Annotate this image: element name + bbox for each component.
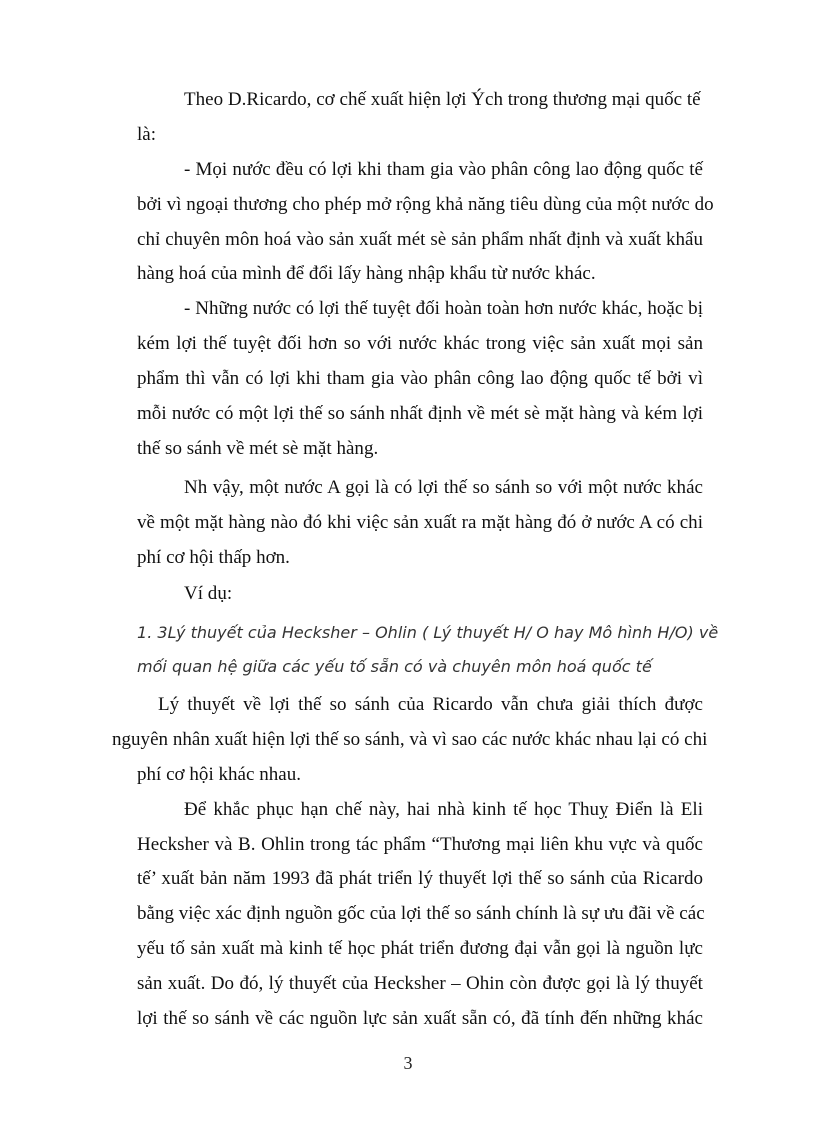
text-line: sản xuất. Do đó, lý thuyết của Hecksher – Ohin còn được gọi là lý thuyết bbox=[137, 973, 703, 994]
text-line: Lý thuyết về lợi thế so sánh của Ricardo vẫn chưa giải thích được bbox=[158, 694, 703, 715]
text-line: chỉ chuyên môn hoá vào sản xuất mét sè sản phẩm nhất định và xuất khẩu bbox=[137, 229, 703, 250]
text-line: - Mọi nước đều có lợi khi tham gia vào phân công lao động quốc tế bbox=[184, 159, 703, 180]
text-line: lợi thế so sánh về các nguồn lực sản xuất sẵn có, đã tính đến những khác bbox=[137, 1008, 703, 1029]
text-line: Nh vậy, một nước A gọi là có lợi thế so sánh so với một nước khác bbox=[184, 477, 703, 498]
text-line: phí cơ hội thấp hơn. bbox=[137, 547, 290, 568]
section-heading: mối quan hệ giữa các yếu tố sẵn có và chuyên môn hoá quốc tế bbox=[137, 657, 652, 676]
text-line: - Những nước có lợi thế tuyệt đối hoàn toàn hơn nước khác, hoặc bị bbox=[184, 298, 703, 319]
text-line: Theo D.Ricardo, cơ chế xuất hiện lợi Ých trong thương mại quốc tế bbox=[184, 89, 701, 110]
text-line: phẩm thì vẫn có lợi khi tham gia vào phân công lao động quốc tế bởi vì bbox=[137, 368, 703, 389]
text-line: kém lợi thế tuyệt đối hơn so với nước khác trong việc sản xuất mọi sản bbox=[137, 333, 703, 354]
text-line: là: bbox=[137, 124, 157, 145]
text-line: phí cơ hội khác nhau. bbox=[137, 764, 302, 785]
text-line: Hecksher và B. Ohlin trong tác phẩm “Thương mại liên khu vực và quốc bbox=[137, 834, 703, 855]
text-line: nguyên nhân xuất hiện lợi thế so sánh, và vì sao các nước khác nhau lại có chi bbox=[112, 729, 708, 750]
text-line: mỗi nước có một lợi thế so sánh nhất định về mét sè mặt hàng và kém lợi bbox=[137, 403, 703, 424]
text-line: về một mặt hàng nào đó khi việc sản xuất ra mặt hàng đó ở nước A có chi bbox=[137, 512, 703, 533]
text-line: yếu tố sản xuất mà kinh tế học phát triển đương đại vẫn gọi là nguồn lực bbox=[137, 938, 703, 959]
page-number: 3 bbox=[403, 1053, 413, 1073]
section-heading: 1. 3Lý thuyết của Hecksher – Ohlin ( Lý thuyết H/ O hay Mô hình H/O) về bbox=[137, 623, 719, 642]
text-line: Để khắc phục hạn chế này, hai nhà kinh tế học Thuỵ Điển là Eli bbox=[184, 799, 703, 820]
text-line: bằng việc xác định nguồn gốc của lợi thế so sánh chính là sự ưu đãi về các bbox=[137, 903, 705, 924]
text-line: hàng hoá của mình để đổi lấy hàng nhập khẩu từ nước khác. bbox=[137, 263, 596, 284]
text-line: Ví dụ: bbox=[184, 583, 233, 604]
text-line: bởi vì ngoại thương cho phép mở rộng khả năng tiêu dùng của một nước do bbox=[137, 194, 714, 215]
text-line: thế so sánh về mét sè mặt hàng. bbox=[137, 438, 379, 459]
text-line: tế’ xuất bản năm 1993 đã phát triển lý thuyết lợi thế so sánh của Ricardo bbox=[137, 868, 703, 889]
